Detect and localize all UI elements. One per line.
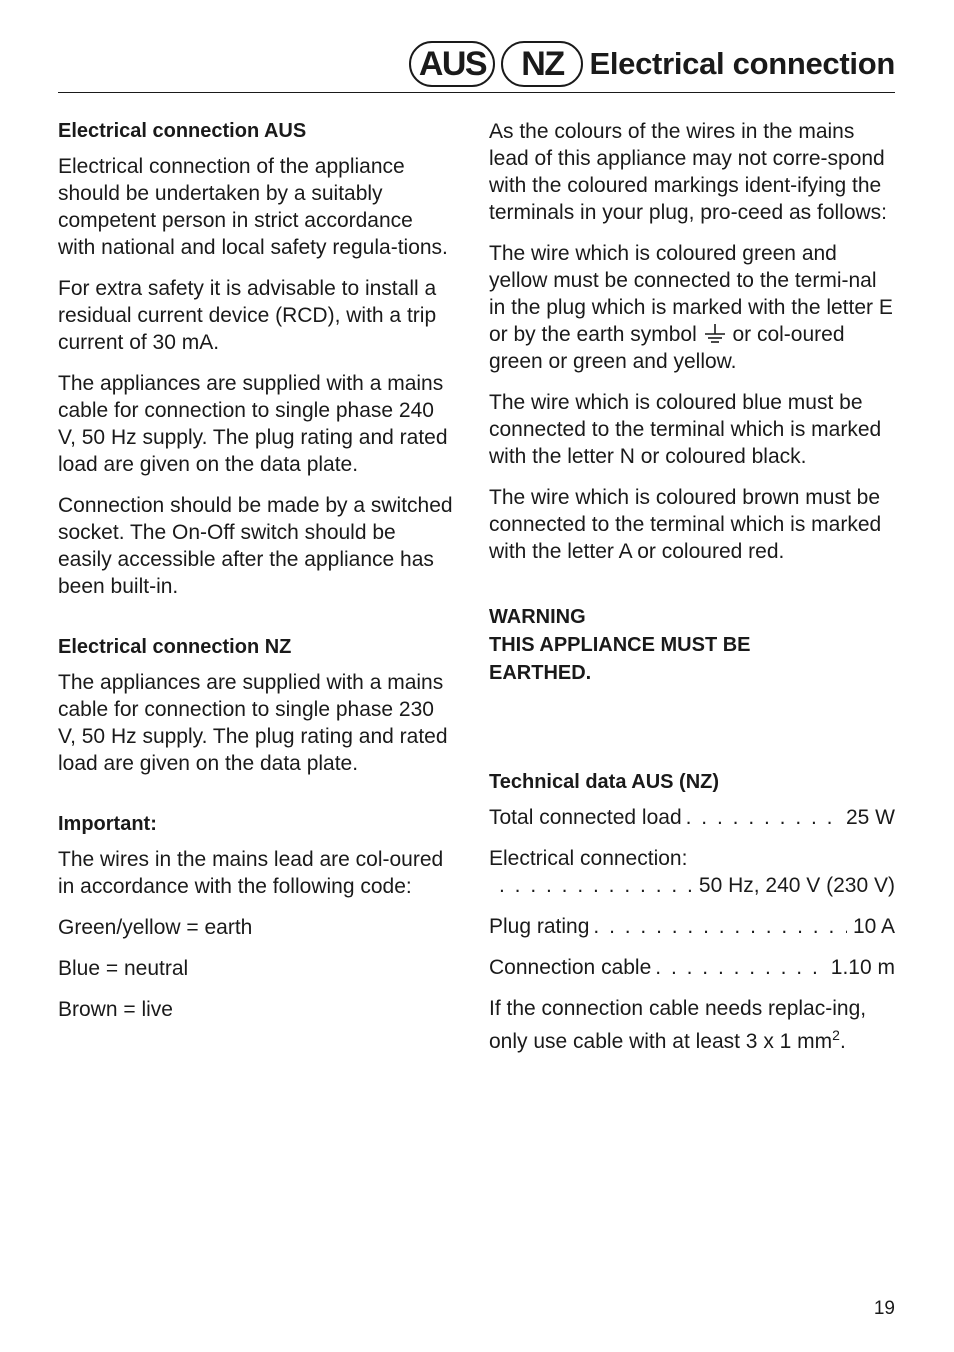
badge-aus: AUS bbox=[409, 41, 495, 87]
important-paragraph: The wires in the mains lead are col-oured in accordance with the following code: bbox=[58, 848, 444, 898]
spec-total-load-value: 25 W bbox=[845, 806, 895, 829]
spec-total-load bbox=[489, 804, 895, 831]
heading-important: Important: bbox=[58, 813, 157, 835]
blue-wire-paragraph: The wire which is coloured blue must be connected to the terminal which is marked with the letter N or coloured black. bbox=[489, 391, 882, 468]
spec-electrical-connection-label: Electrical connection: bbox=[489, 847, 688, 870]
aus-paragraph-2: For extra safety it is advisable to install a residual current device (RCD), with a trip current of 30 mA. bbox=[58, 277, 437, 354]
header-rule bbox=[58, 92, 895, 93]
aus-paragraph-1: Electrical connection of the appliance should be undertaken by a suitably competent person in strict accordance with national and local safety regula-tions. bbox=[58, 155, 448, 259]
code-live: Brown = live bbox=[58, 998, 173, 1021]
heading-electrical-connection-aus: Electrical connection AUS bbox=[58, 120, 307, 142]
spec-connection-cable bbox=[489, 954, 895, 981]
code-neutral: Blue = neutral bbox=[58, 957, 189, 980]
warning-block bbox=[489, 603, 895, 687]
spec-connection-cable-value: 1.10 m bbox=[830, 956, 895, 979]
brown-wire-paragraph: The wire which is coloured brown must be connected to the terminal which is marked with the letter A or coloured red. bbox=[489, 486, 882, 563]
spec-electrical-connection-value: 50 Hz, 240 V (230 V) bbox=[698, 874, 895, 897]
left-column bbox=[58, 118, 453, 1037]
nz-paragraph-1: The appliances are supplied with a mains cable for connection to single phase 230 V, 50 Hz supply. The plug rating and rated load are given on the data plate. bbox=[58, 671, 448, 775]
cable-replacement-note: If the connection cable needs replac-ing, only use cable with at least 3 x 1 $mm^2$. bbox=[489, 997, 867, 1053]
page-title: Electrical connection bbox=[589, 46, 895, 81]
spec-plug-rating-value: 10 A bbox=[852, 915, 895, 938]
green-yellow-text-after: or col-oured green or green and yellow. bbox=[489, 323, 845, 373]
wire-colours-intro: As the colours of the wires in the mains lead of this appliance may not corre-spond with the coloured markings ident-ifying the terminals in your plug, pro-ceed as follows: bbox=[489, 120, 888, 224]
spec-plug-rating-label: Plug rating bbox=[489, 915, 590, 938]
spec-connection-cable-label: Connection cable bbox=[489, 956, 652, 979]
green-yellow-text-before: The wire which is coloured green and yellow must be connected to the termi-nal in the plug which is marked with the letter E or by the earth symbol bbox=[489, 242, 893, 346]
code-earth: Green/yellow = earth bbox=[58, 916, 253, 939]
warning-line-3: EARTHED. bbox=[489, 662, 592, 684]
right-column bbox=[489, 118, 895, 1069]
aus-paragraph-3: The appliances are supplied with a mains cable for connection to single phase 240 V, 50 Hz supply. The plug rating and rated load are given on the data plate. bbox=[58, 372, 448, 476]
warning-line-1: WARNING bbox=[489, 606, 586, 628]
green-yellow-wire-paragraph bbox=[489, 240, 895, 375]
superscript-2: 2 bbox=[832, 1027, 840, 1043]
page-header bbox=[409, 38, 895, 90]
heading-electrical-connection-nz: Electrical connection NZ bbox=[58, 636, 292, 658]
aus-paragraph-4: Connection should be made by a switched socket. The On-Off switch should be easily accessible after the appliance has been built-in. bbox=[58, 494, 453, 598]
page-number: 19 bbox=[873, 1298, 895, 1319]
spec-plug-rating bbox=[489, 913, 895, 940]
spec-electrical-connection bbox=[489, 845, 895, 899]
spec-total-load-label: Total connected load bbox=[489, 806, 682, 829]
earth-symbol-icon bbox=[703, 322, 727, 344]
badge-nz: NZ bbox=[501, 41, 583, 87]
warning-line-2: THIS APPLIANCE MUST BE bbox=[489, 634, 751, 656]
heading-technical-data: Technical data AUS (NZ) bbox=[489, 771, 720, 793]
